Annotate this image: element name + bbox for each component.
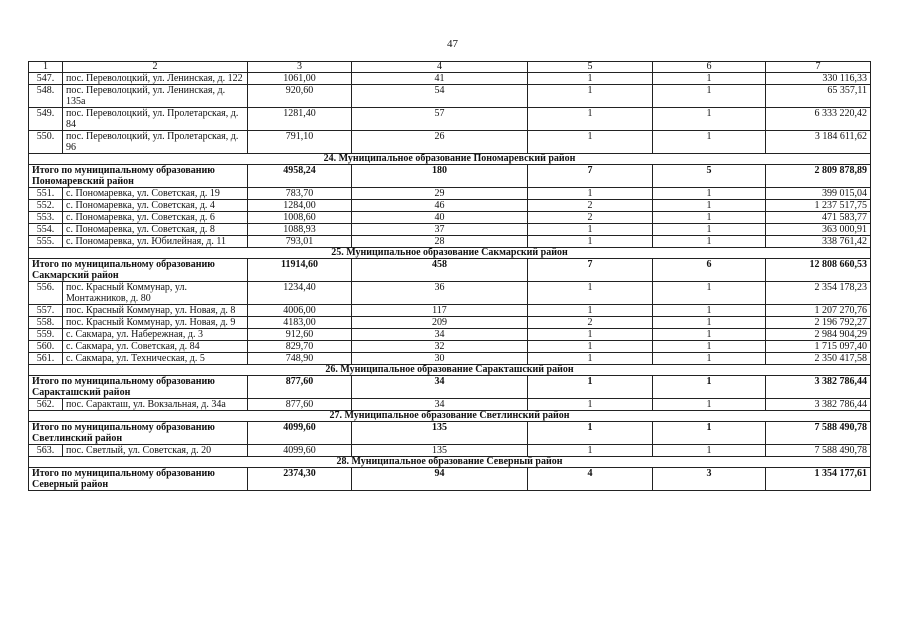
total-cell: 7 (528, 165, 653, 188)
table-cell: 209 (352, 317, 528, 329)
table-cell: 1 (653, 282, 766, 305)
table-row (29, 224, 871, 236)
table-cell: 30 (352, 353, 528, 365)
column-header: 5 (528, 62, 653, 73)
table-cell: 1 (653, 329, 766, 341)
table-cell: 556. (29, 282, 63, 305)
table-cell: 1 (528, 131, 653, 154)
table-cell: 548. (29, 85, 63, 108)
table-cell: 135 (352, 445, 528, 457)
table-cell: 551. (29, 188, 63, 200)
table-cell: 1088,93 (248, 224, 352, 236)
table-cell: 1 (653, 73, 766, 85)
district-total-row (29, 468, 871, 491)
table-row (29, 212, 871, 224)
table-cell: с. Сакмара, ул. Советская, д. 84 (63, 341, 248, 353)
table-cell: 557. (29, 305, 63, 317)
table-cell: 2 (528, 200, 653, 212)
total-cell: 1 354 177,61 (766, 468, 871, 491)
table-cell: 748,90 (248, 353, 352, 365)
total-cell: 1 (528, 376, 653, 399)
total-cell: 4 (528, 468, 653, 491)
table-row (29, 188, 871, 200)
table-cell: с. Пономаревка, ул. Советская, д. 19 (63, 188, 248, 200)
table-body (29, 62, 871, 491)
table-cell: 399 015,04 (766, 188, 871, 200)
total-cell: Итого по муниципальному образованию Светлинский район (29, 422, 248, 445)
table-cell: 1 207 270,76 (766, 305, 871, 317)
table-cell: с. Сакмара, ул. Набережная, д. 3 (63, 329, 248, 341)
total-cell: 5 (653, 165, 766, 188)
table-cell: 547. (29, 73, 63, 85)
table-cell: 4183,00 (248, 317, 352, 329)
table-cell: 877,60 (248, 399, 352, 411)
table-cell: 1 (528, 108, 653, 131)
table-cell: с. Пономаревка, ул. Советская, д. 4 (63, 200, 248, 212)
table-cell: 29 (352, 188, 528, 200)
table-cell: 1 (653, 200, 766, 212)
table-cell: 561. (29, 353, 63, 365)
total-cell: 458 (352, 259, 528, 282)
table-cell: 562. (29, 399, 63, 411)
table-cell: 2 354 178,23 (766, 282, 871, 305)
table-cell: пос. Красный Коммунар, ул. Новая, д. 8 (63, 305, 248, 317)
table-cell: 46 (352, 200, 528, 212)
table-cell: 920,60 (248, 85, 352, 108)
district-header-row (29, 457, 871, 468)
column-number-row (29, 62, 871, 73)
table-cell: 1008,60 (248, 212, 352, 224)
table-cell: 2 (528, 212, 653, 224)
district-total-row (29, 376, 871, 399)
column-header: 2 (63, 62, 248, 73)
total-cell: 4958,24 (248, 165, 352, 188)
column-header: 6 (653, 62, 766, 73)
total-cell: 2 809 878,89 (766, 165, 871, 188)
table-cell: 1 (528, 399, 653, 411)
table-cell: 2 (528, 317, 653, 329)
table-cell: 1284,00 (248, 200, 352, 212)
table-cell: 32 (352, 341, 528, 353)
table-row (29, 329, 871, 341)
table-cell: 1 (528, 85, 653, 108)
table-cell: 1061,00 (248, 73, 352, 85)
district-title: 25. Муниципальное образование Сакмарский район (29, 248, 871, 259)
table-cell: пос. Светлый, ул. Советская, д. 20 (63, 445, 248, 457)
total-cell: 6 (653, 259, 766, 282)
table-cell: с. Пономаревка, ул. Советская, д. 6 (63, 212, 248, 224)
district-header-row (29, 365, 871, 376)
table-cell: 28 (352, 236, 528, 248)
table-cell: 1 (653, 108, 766, 131)
table-row (29, 445, 871, 457)
table-cell: 1 (528, 341, 653, 353)
table-cell: 40 (352, 212, 528, 224)
table-row (29, 85, 871, 108)
table-cell: 1 (528, 224, 653, 236)
district-header-row (29, 154, 871, 165)
table-cell: 363 000,91 (766, 224, 871, 236)
district-total-row (29, 165, 871, 188)
district-title: 24. Муниципальное образование Пономаревский район (29, 154, 871, 165)
table-cell: 471 583,77 (766, 212, 871, 224)
table-cell: 793,01 (248, 236, 352, 248)
column-header: 4 (352, 62, 528, 73)
table-cell: 1 (653, 317, 766, 329)
table-cell: 117 (352, 305, 528, 317)
table-cell: с. Сакмара, ул. Техническая, д. 5 (63, 353, 248, 365)
table-cell: 330 116,33 (766, 73, 871, 85)
table-cell: 912,60 (248, 329, 352, 341)
total-cell: 7 (528, 259, 653, 282)
table-row (29, 131, 871, 154)
table-cell: 1 (653, 341, 766, 353)
table-row (29, 200, 871, 212)
total-cell: Итого по муниципальному образованию Сакмарский район (29, 259, 248, 282)
district-header-row (29, 411, 871, 422)
table-cell: 1 (528, 353, 653, 365)
district-total-row (29, 259, 871, 282)
table-cell: 2 350 417,58 (766, 353, 871, 365)
district-title: 28. Муниципальное образование Северный район (29, 457, 871, 468)
total-cell: 34 (352, 376, 528, 399)
table-cell: 791,10 (248, 131, 352, 154)
table-cell: 783,70 (248, 188, 352, 200)
total-cell: 180 (352, 165, 528, 188)
table-cell: 1 (528, 445, 653, 457)
total-cell: 135 (352, 422, 528, 445)
table-row (29, 317, 871, 329)
table-cell: пос. Красный Коммунар, ул. Новая, д. 9 (63, 317, 248, 329)
table-cell: 829,70 (248, 341, 352, 353)
total-cell: 1 (653, 422, 766, 445)
table-cell: 338 761,42 (766, 236, 871, 248)
table-cell: с. Пономаревка, ул. Советская, д. 8 (63, 224, 248, 236)
table-cell: 1 (528, 236, 653, 248)
table-cell: 1 (653, 85, 766, 108)
table-cell: пос. Переволоцкий, ул. Ленинская, д. 135а (63, 85, 248, 108)
housing-register-table (28, 61, 871, 491)
table-cell: 1 (653, 399, 766, 411)
table-cell: 1 715 097,40 (766, 341, 871, 353)
table-cell: пос. Переволоцкий, ул. Пролетарская, д. 84 (63, 108, 248, 131)
total-cell: Итого по муниципальному образованию Саракташский район (29, 376, 248, 399)
table-cell: 37 (352, 224, 528, 236)
table-cell: 57 (352, 108, 528, 131)
table-row (29, 353, 871, 365)
table-cell: 1 (528, 305, 653, 317)
table-cell: 36 (352, 282, 528, 305)
table-cell: 1 (528, 329, 653, 341)
total-cell: 1 (528, 422, 653, 445)
table-cell: 2 984 904,29 (766, 329, 871, 341)
table-cell: 1 237 517,75 (766, 200, 871, 212)
column-header: 7 (766, 62, 871, 73)
total-cell: 94 (352, 468, 528, 491)
table-cell: 1 (653, 445, 766, 457)
total-cell: 12 808 660,53 (766, 259, 871, 282)
table-cell: 560. (29, 341, 63, 353)
total-cell: 4099,60 (248, 422, 352, 445)
table-cell: 1 (653, 212, 766, 224)
table-cell: 26 (352, 131, 528, 154)
total-cell: Итого по муниципальному образованию Пономаревский район (29, 165, 248, 188)
table-cell: 7 588 490,78 (766, 445, 871, 457)
table-cell: 54 (352, 85, 528, 108)
table-row (29, 236, 871, 248)
total-cell: 1 (653, 376, 766, 399)
column-header: 1 (29, 62, 63, 73)
table-row (29, 341, 871, 353)
table-cell: пос. Саракташ, ул. Вокзальная, д. 34а (63, 399, 248, 411)
table-cell: 550. (29, 131, 63, 154)
table-cell: 552. (29, 200, 63, 212)
district-total-row (29, 422, 871, 445)
page-number: 47 (447, 38, 458, 50)
table-cell: 4099,60 (248, 445, 352, 457)
table-row (29, 282, 871, 305)
table-cell: 1 (528, 188, 653, 200)
table-cell: 1281,40 (248, 108, 352, 131)
total-cell: 3 382 786,44 (766, 376, 871, 399)
table-cell: 1 (653, 131, 766, 154)
table-cell: 559. (29, 329, 63, 341)
table-cell: 553. (29, 212, 63, 224)
table-cell: 563. (29, 445, 63, 457)
table-cell: с. Пономаревка, ул. Юбилейная, д. 11 (63, 236, 248, 248)
table-cell: 558. (29, 317, 63, 329)
table-cell: 1 (528, 73, 653, 85)
table-cell: 1 (528, 282, 653, 305)
table-row (29, 305, 871, 317)
table-cell: 2 196 792,27 (766, 317, 871, 329)
table-cell: 3 184 611,62 (766, 131, 871, 154)
table-cell: 549. (29, 108, 63, 131)
table-cell: 34 (352, 329, 528, 341)
table-cell: 1 (653, 224, 766, 236)
table-cell: 1 (653, 353, 766, 365)
table-cell: 4006,00 (248, 305, 352, 317)
total-cell: 877,60 (248, 376, 352, 399)
district-header-row (29, 248, 871, 259)
table-row (29, 73, 871, 85)
table-cell: пос. Переволоцкий, ул. Пролетарская, д. 96 (63, 131, 248, 154)
total-cell: 11914,60 (248, 259, 352, 282)
total-cell: 3 (653, 468, 766, 491)
table-cell: пос. Переволоцкий, ул. Ленинская, д. 122 (63, 73, 248, 85)
table-cell: 41 (352, 73, 528, 85)
table-row (29, 108, 871, 131)
table-cell: 65 357,11 (766, 85, 871, 108)
district-title: 26. Муниципальное образование Саракташский район (29, 365, 871, 376)
district-title: 27. Муниципальное образование Светлинский район (29, 411, 871, 422)
table-cell: 3 382 786,44 (766, 399, 871, 411)
table-cell: пос. Красный Коммунар, ул. Монтажников, д. 80 (63, 282, 248, 305)
table-cell: 1 (653, 236, 766, 248)
column-header: 3 (248, 62, 352, 73)
table-cell: 34 (352, 399, 528, 411)
table-cell: 1234,40 (248, 282, 352, 305)
total-cell: 7 588 490,78 (766, 422, 871, 445)
table-cell: 1 (653, 305, 766, 317)
table-cell: 555. (29, 236, 63, 248)
table-cell: 1 (653, 188, 766, 200)
table-cell: 554. (29, 224, 63, 236)
table-cell: 6 333 220,42 (766, 108, 871, 131)
total-cell: Итого по муниципальному образованию Северный район (29, 468, 248, 491)
total-cell: 2374,30 (248, 468, 352, 491)
table-row (29, 399, 871, 411)
